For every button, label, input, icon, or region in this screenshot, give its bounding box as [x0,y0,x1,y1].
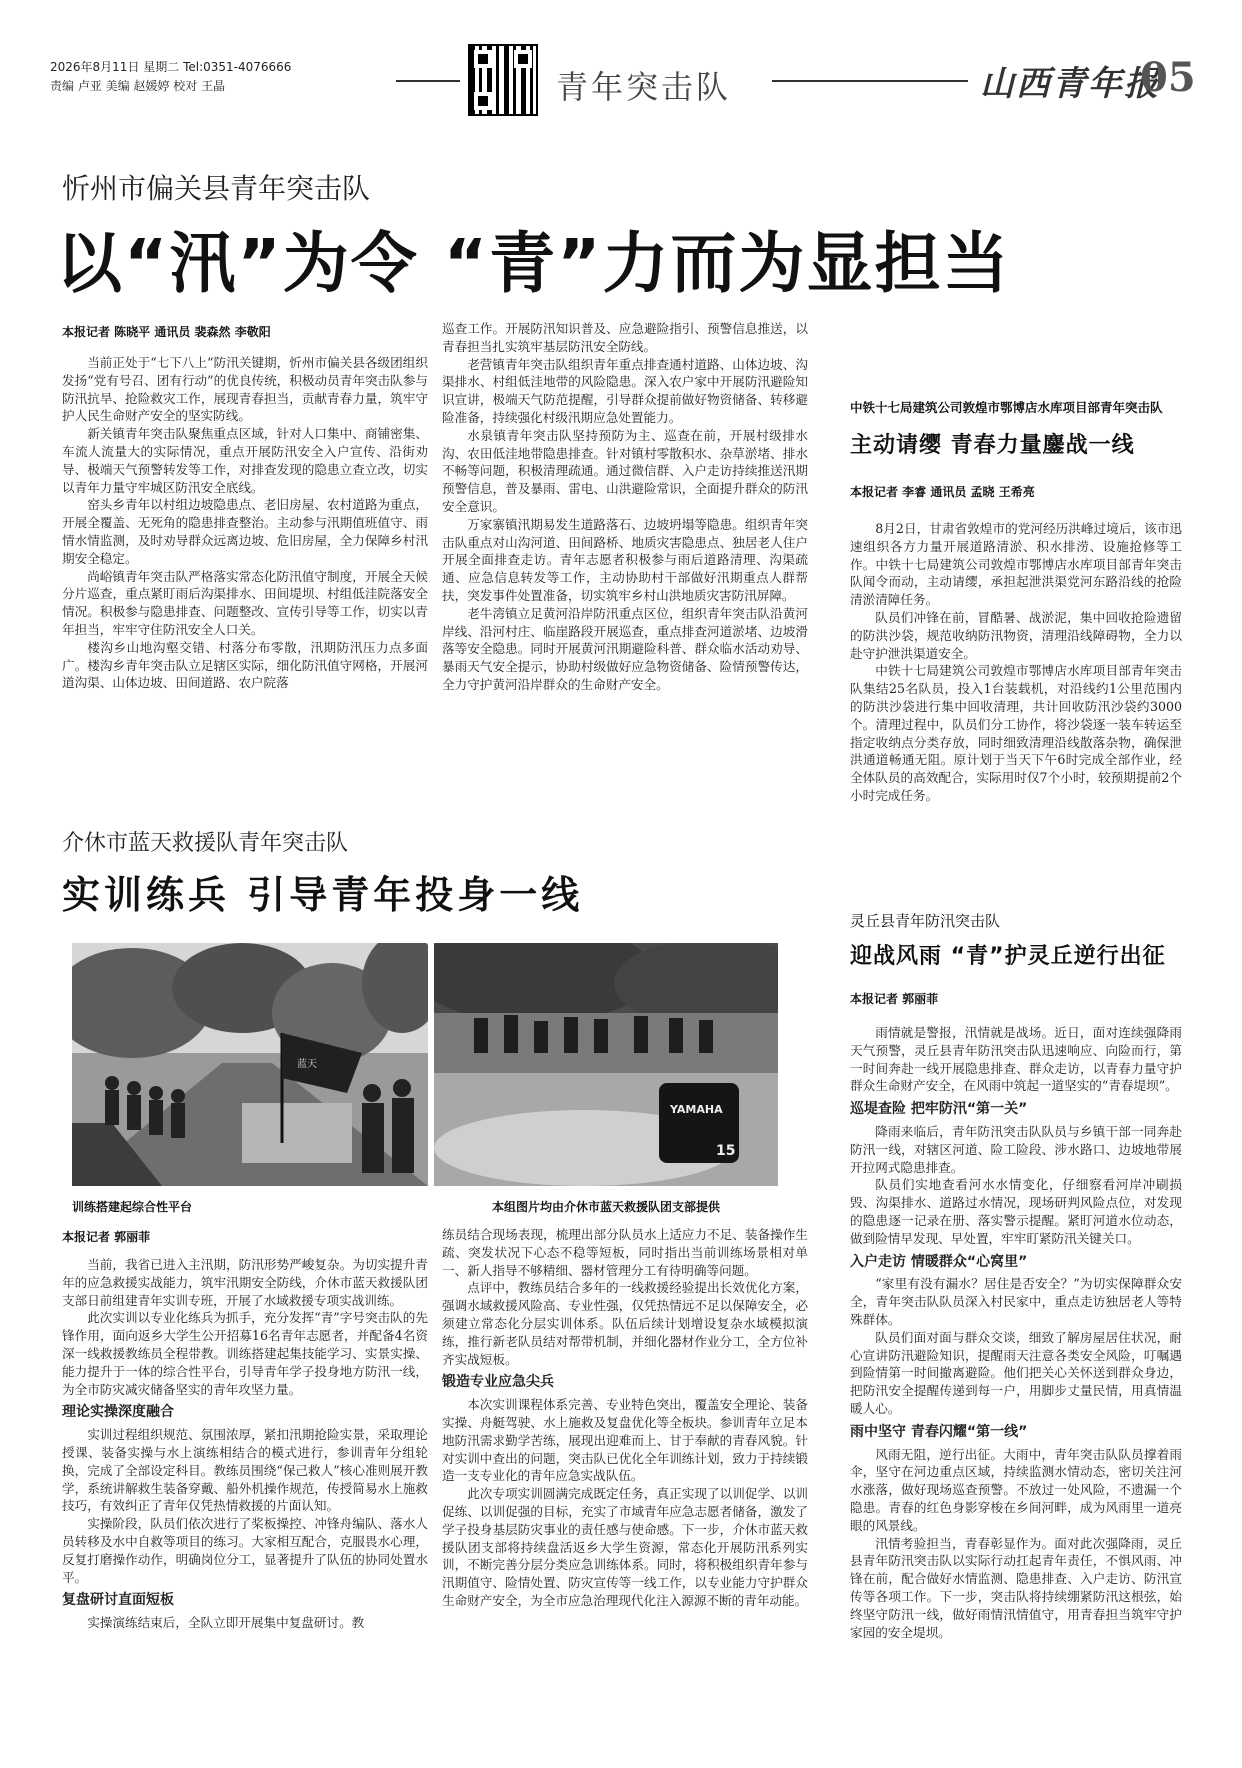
subheading: 锻造专业应急尖兵 [442,1374,554,1391]
article4-body [850,1024,1182,1641]
photo-right-caption: 本组图片均由介休市蓝天救援队团支部提供 [492,1200,721,1214]
article1-column-2 [442,320,808,694]
paragraph: 窑头乡青年以村组边坡隐患点、老旧房屋、农村道路为重点，开展全覆盖、无死角的隐患排查整治。主动参与汛期值班值守、雨情水情监测，及时劝导群众远离边坡、危旧房屋，全力保障乡村汛期安全稳定。 [62,497,428,566]
subheading: 巡堤查险 把牢防汛“第一关” [850,1101,1028,1118]
paragraph: 中铁十七局建筑公司敦煌市鄂博店水库项目部青年突击队集结25名队员，投入1台装载机，对沿线约1公里范围内的防洪沙袋进行集中回收清理，共计回收防汛沙袋约3000个。清理过程中，队员们分工协作，将沙袋逐一装车转运至指定收纳点分类存放，同时细致清理沿线散落杂物，确保泄洪通道畅通无阻。原计划于当天下午6时完成全部作业，经全体队员的高效配合，实际用时仅7个小时，较预期提前2个小时完成任务。 [850,663,1182,803]
article3-column-1 [62,1256,428,1632]
article1-headline: 以“汛”为令 “青”力而为显担当 [56,225,1011,302]
photo-left-caption: 训练搭建起综合性平台 [72,1200,193,1214]
article4-headline: 迎战风雨 “青”护灵丘逆行出征 [850,944,1166,969]
article1-column-1 [62,354,428,692]
paper-logo: 山西青年报 [980,64,1160,104]
paragraph: 新关镇青年突击队聚焦重点区域，针对人口集中、商铺密集、车流人流量大的实际情况，重点开展防汛安全入户宣传、沿街劝导、极端天气预警转发等工作，对排查发现的隐患立查立改，切实以青年力量守牢城区防汛安全底线。 [62,426,428,495]
article2-headline: 主动请缨 青春力量鏖战一线 [850,433,1135,458]
paragraph: 万家寨镇汛期易发生道路落石、边坡坍塌等隐患。组织青年突击队重点对山沟河道、田间路桥、地质灾害隐患点、独居老人住户开展全面排查走访。青年志愿者积极参与雨后道路清理、沟渠疏通、应急信息转发等工作，主动协助村干部做好汛期重点人群帮扶，突发事件处置准备，切实筑牢乡村山洪地质灾害防汛屏障。 [442,516,808,603]
article3-kicker: 介休市蓝天救援队青年突击队 [62,831,349,856]
subheading: 入户走访 情暖群众“心窝里” [850,1253,1028,1270]
subheading: 复盘研讨直面短板 [62,1592,174,1609]
article3-byline: 本报记者 郭丽菲 [62,1230,151,1244]
article2-body [850,520,1182,805]
masthead-info [50,58,291,96]
header-rule-right [772,80,968,82]
article3-headline: 实训练兵 引导青年投身一线 [62,873,584,917]
editors-line: 责编 卢亚 美编 赵媛婷 校对 王晶 [50,79,226,93]
paragraph: 楼沟乡山地沟壑交错、村落分布零散，汛期防汛压力点多面广。楼沟乡青年突击队立足辖区实际，细化防汛值守网格，开展河道沟渠、山体边坡、田间道路、农户院落 [62,639,428,691]
paragraph: 练员结合现场表现，梳理出部分队员水上适应力不足、装备操作生疏、突发状况下心态不稳等短板，同时指出当前训练场景相对单一、新人指导不够精细、器材管理分工有待明确等问题。 [442,1227,808,1278]
paragraph: 队员们实地查看河水水情变化，仔细察看河岸冲刷损毁、沟渠排水、道路过水情况，现场研判风险点位，对发现的隐患逐一记录在册、落实警示提醒。紧盯河道水位动态，做到险情早发现、早处置，牢牢盯紧防汛关键关口。 [850,1177,1182,1246]
flag-text: 蓝天 [297,1059,317,1070]
paragraph: 当前正处于“七下八上”防汛关键期，忻州市偏关县各级团组织发扬“党有号召、团有行动”的优良传统，积极动员青年突击队参与防汛抗旱、抢险救灾工作，展现青春担当，贡献青春力量，筑牢守护人民生命财产安全的坚实防线。 [62,355,428,424]
paragraph: 本次实训课程体系完善、专业特色突出，覆盖安全理论、装备实操、舟艇驾驶、水上施救及复盘优化等全板块。参训青年立足本地防汛需求勤学苦练，展现出迎难而上、甘于奉献的青春风貌。针对实训中查出的问题，突击队已优化全年训练计划，致力于持续锻造一支专业化的青年应急实战队伍。 [442,1397,808,1484]
paragraph: 老牛湾镇立足黄河沿岸防汛重点区位，组织青年突击队沿黄河岸线、沿河村庄、临崖路段开展巡查，重点排查河道淤堵、边坡滑落等安全隐患。同时开展黄河汛期避险科普、群众临水活动劝导、暴雨天气安全提示，协助村级做好应急物资储备、险情预警传达，全力守护黄河沿岸群众的生命财产安全。 [442,605,808,692]
article1-byline: 本报记者 陈晓平 通讯员 裴森然 李敬阳 [62,325,271,339]
header-rule-left [396,80,460,82]
paragraph: 汛情考验担当，青春彰显作为。面对此次强降雨，灵丘县青年防汛突击队以实际行动扛起青年责任，不惧风雨、冲锋在前，配合做好水情监测、隐患排查、入户走访、防汛宣传等各项工作。下一步，突击队将持续绷紧防汛这根弦，始终坚守防汛一线，做好雨情汛情值守，用青春担当筑牢守护家园的安全堤坝。 [850,1535,1182,1640]
boat-motor-number: 15 [716,1143,736,1159]
paragraph: 实操演练结束后，全队立即开展集中复盘研讨。教 [87,1615,365,1631]
section-title: 青年突击队 [556,68,732,106]
training-photo-left [72,943,428,1186]
page-number: 05 [1140,54,1196,101]
paragraph: 降雨来临后，青年防汛突击队队员与乡镇干部一同奔赴防汛一线，对辖区河道、险工险段、涉水路口、边坡地带展开拉网式隐患排查。 [850,1123,1182,1175]
paragraph: 此次专项实训圆满完成既定任务，真正实现了以训促学、以训促练、以训促强的目标，充实了市域青年应急志愿者储备，激发了学子投身基层防灾事业的责任感与使命感。下一步，介休市蓝天救援队团支部将持续盘活返乡大学生资源，常态化开展防汛系列实训，不断完善分层分类应急训练体系。同时，将积极组织青年参与汛期值守、险情处置、防灾宣传等一线工作，以专业能力守护群众生命财产安全，为全市应急治理现代化注入源源不断的青年动能。 [442,1486,808,1608]
article2-byline: 本报记者 李睿 通讯员 孟晓 王希亮 [850,485,1035,499]
paragraph: 队员们冲锋在前，冒酷暑、战淤泥，集中回收抢险遗留的防洪沙袋，规范收纳防汛物资，清理沿线障碍物，全力以赴守护泄洪渠道安全。 [850,609,1182,661]
subheading: 理论实操深度融合 [62,1404,174,1421]
paragraph: 点评中，教练员结合多年的一线救援经验提出长效优化方案，强调水域救援风险高、专业性强，仅凭热情远不足以保障安全，必须建立常态化分层实训体系。队伍后续计划增设复杂水域模拟演练，推行新老队员结对帮带机制，并细化器材作业分工，全方位补齐实战短板。 [442,1280,808,1367]
article4-kicker: 灵丘县青年防汛突击队 [850,912,1001,930]
article2-kicker: 中铁十七局建筑公司敦煌市鄂博店水库项目部青年突击队 [850,400,1163,415]
paragraph: 此次实训以专业化练兵为抓手，充分发挥“青”字号突击队的先锋作用，面向返乡大学生公开招募16名青年志愿者，并配备4名资深一线救援教练员全程带教。训练搭建起集技能学习、实景实操、能力提升于一体的综合性平台，引导青年学子投身地方防汛一线，为全市防灾减灾储备坚实的青年攻坚力量。 [62,1310,428,1397]
subheading: 雨中坚守 青春闪耀“第一线” [850,1423,1028,1440]
date-line: 2026年8月11日 星期二 Tel:0351-4076666 [50,60,292,74]
article3-column-2 [442,1226,808,1610]
paragraph: 尚峪镇青年突击队严格落实常态化防汛值守制度，开展全天候分片巡查，重点紧盯雨后沟渠排水、田间堤坝、村组低洼院落安全情况。积极参与隐患排查、问题整改、宣传引导等工作，切实以青年担当，牢牢守住防汛安全人口关。 [62,568,428,637]
paragraph: 雨情就是警报，汛情就是战场。近日，面对连续强降雨天气预警，灵丘县青年防汛突击队迅速响应、向险而行，第一时间奔赴一线开展隐患排查、群众走访，以青春力量守护群众生命财产安全，在风雨中筑起一道坚实的“青春堤坝”。 [850,1025,1182,1094]
boat-motor-brand: YAMAHA [670,1103,723,1116]
article4-byline: 本报记者 郭丽菲 [850,992,939,1006]
paragraph: 巡查工作。开展防汛知识普及、应急避险指引、预警信息推送，以青春担当扎实筑牢基层防汛安全防线。 [442,321,808,354]
training-photo-right [434,943,778,1186]
paragraph: 队员们面对面与群众交谈，细致了解房屋居住状况，耐心宣讲防汛避险知识，提醒雨天注意各类安全风险，叮嘱遇到险情第一时间撤离避险。他们把关心关怀送到群众身边，把防汛安全提醒传递到每一户，用脚步丈量民情，用真情温暖人心。 [850,1329,1182,1416]
paragraph: 实操阶段，队员们依次进行了桨板操控、冲锋舟编队、落水人员转移及水中自救等项目的练习。大家相互配合，克服畏水心理，反复打磨操作动作，明确岗位分工，显著提升了队伍的协同处置水平。 [62,1516,428,1585]
paragraph: 水泉镇青年突击队坚持预防为主、巡查在前，开展村级排水沟、农田低洼地带隐患排查。针对镇村零散积水、杂草淤堵、排水不畅等问题，积极清理疏通。通过微信群、入户走访持续推送汛期预警信息，普及暴雨、雷电、山洪避险常识，全面提升群众的防汛安全意识。 [442,427,808,514]
paragraph: 8月2日，甘肃省敦煌市的党河经历洪峰过境后，该市迅速组织各方力量开展道路清淤、积水排涝、设施抢修等工作。中铁十七局建筑公司敦煌市鄂博店水库项目部青年突击队闻令而动，主动请缨，承担起泄洪渠党河东路沿线的抢险清淤清障任务。 [850,521,1182,608]
paragraph: 老营镇青年突击队组织青年重点排查通村道路、山体边坡、沟渠排水、村组低洼地带的风险隐患。深入农户家中开展防汛避险知识宣讲，极端天气防范提醒，引导群众提前做好物资储备、转移避险准备，持续强化村级汛期应急处置能力。 [442,356,808,425]
paragraph: 当前，我省已进入主汛期，防汛形势严峻复杂。为切实提升青年的应急救援实战能力，筑牢汛期安全防线，介休市蓝天救援队团支部日前组建青年实训专班，开展了水域救援专项实战训练。 [62,1257,428,1308]
paragraph: “家里有没有漏水？居住是否安全？”为切实保障群众安全，青年突击队队员深入村民家中，重点走访独居老人等特殊群体。 [850,1276,1182,1327]
paragraph: 风雨无阻，逆行出征。大雨中，青年突击队队员撑着雨伞，坚守在河边重点区域，持续监测水情动态，密切关注河水涨落，做好现场巡查预警。不放过一处风险，不遗漏一个隐患。青春的红色身影穿梭在乡间河畔，成为风雨里一道亮眼的风景线。 [850,1446,1182,1533]
qr-code-icon [468,44,538,116]
paragraph: 实训过程组织规范、氛围浓厚，紧扣汛期抢险实景，采取理论授课、装备实操与水上演练相结合的模式进行，参训青年分组轮换，完成了全部设定科目。教练员围绕“保己救人”核心准则展开教学，系统讲解救生装备穿戴、船外机操作规范，传授简易水上施救技巧，有效纠正了青年仅凭热情救援的片面认知。 [62,1427,428,1514]
article1-kicker: 忻州市偏关县青年突击队 [62,172,371,205]
